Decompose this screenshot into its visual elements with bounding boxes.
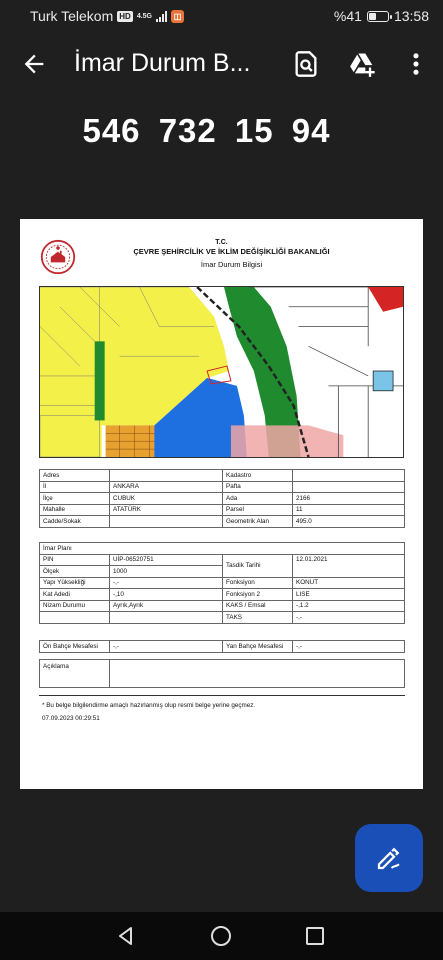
aciklama-label: Açıklama (40, 660, 110, 688)
status-right (334, 8, 429, 24)
app-bar (0, 36, 443, 92)
carrier-name: Turk Telekom (30, 8, 114, 24)
recents-square-icon[interactable] (303, 924, 327, 948)
drive-add-icon[interactable] (349, 50, 377, 78)
document-title: İmar Durum B... (74, 49, 251, 77)
document-header (20, 239, 423, 269)
ada-label: Ada (223, 493, 293, 505)
table-row (40, 481, 405, 493)
parsel-value: 11 (293, 504, 405, 516)
battery-percent: %41 (333, 8, 362, 24)
fonksiyon-label: Fonksiyon (223, 577, 293, 589)
nizam-value: Ayrık,Ayrık (110, 600, 223, 612)
kaks-label: KAKS / Emsal (223, 600, 293, 612)
kat-value: -,10 (110, 589, 223, 601)
on-bahce-label: Ön Bahçe Mesafesi (40, 641, 110, 653)
setbacks-table (39, 640, 405, 653)
table-row (40, 493, 405, 505)
taks-label: TAKS (223, 612, 293, 624)
zoning-plan-table (39, 542, 405, 624)
divider (39, 695, 405, 696)
edit-pen-icon (374, 843, 404, 873)
olcek-label: Ölçek (40, 566, 110, 578)
table-row (40, 612, 405, 624)
fonksiyon2-label: Fonksiyon 2 (223, 589, 293, 601)
table-row (40, 577, 405, 589)
back-triangle-icon[interactable] (114, 924, 138, 948)
header-subtitle: İmar Durum Bilgisi (200, 260, 263, 269)
edit-fab-button[interactable] (355, 824, 423, 892)
nizam-label: Nizam Durumu (40, 600, 110, 612)
search-document-icon[interactable] (292, 50, 320, 78)
header-tc: T.C. (215, 239, 228, 246)
phone-number-overlay: 546 732 15 94 (82, 112, 331, 149)
parsel-label: Parsel (223, 504, 293, 516)
cadde-label: Cadde/Sokak (40, 516, 110, 528)
battery-icon (367, 11, 389, 22)
clock: 13:58 (393, 8, 429, 24)
pafta-value (293, 481, 405, 493)
il-value: ANKARA (110, 481, 223, 493)
alan-value: 495.0 (293, 516, 405, 528)
cadastre-section-label: Kadastro (223, 470, 293, 482)
yan-bahce-label: Yan Bahçe Mesafesi (223, 641, 293, 653)
navigation-bar (0, 912, 443, 960)
document-page[interactable] (20, 219, 423, 789)
il-label: İl (40, 481, 110, 493)
table-row (40, 660, 405, 688)
tasdik-value: 12.01.2021 (293, 554, 405, 577)
mahalle-label: Mahalle (40, 504, 110, 516)
signal-icon (156, 11, 167, 22)
status-bar (0, 0, 443, 32)
kat-label: Kat Adedi (40, 589, 110, 601)
table-row (40, 554, 405, 566)
table-row (40, 641, 405, 653)
disclaimer-note: * Bu belge bilgilendirme amaçlı hazırlanmış olup resmi belge yerine geçmez. (42, 702, 256, 709)
cadde-value (110, 516, 223, 528)
yukseklik-value: -,- (110, 577, 223, 589)
back-arrow-icon[interactable] (20, 50, 48, 78)
plan-section-label: İmar Planı (40, 543, 405, 555)
fonksiyon-value: KONUT (293, 577, 405, 589)
mahalle-value: ATATÜRK (110, 504, 223, 516)
header-ministry: ÇEVRE ŞEHİRCİLİK VE İKLİM DEĞİŞİKLİĞİ BAKANLIĞI (133, 247, 330, 256)
yan-bahce-value: -,- (293, 641, 405, 653)
yukseklik-label: Yapı Yüksekliği (40, 577, 110, 589)
fonksiyon2-value: LISE (293, 589, 405, 601)
home-circle-icon[interactable] (209, 924, 233, 948)
more-vertical-icon[interactable] (402, 50, 430, 78)
aciklama-value (110, 660, 405, 688)
pin-value: UİP-06520751 (110, 554, 223, 566)
pafta-label: Pafta (223, 481, 293, 493)
ilce-value: CUBUK (110, 493, 223, 505)
table-row (40, 600, 405, 612)
address-section-label: Adres (40, 470, 110, 482)
ada-value: 2166 (293, 493, 405, 505)
ilce-label: İlçe (40, 493, 110, 505)
pin-label: PIN (40, 554, 110, 566)
olcek-value: 1000 (110, 566, 223, 578)
address-cadastre-table (39, 469, 405, 528)
zoning-map (39, 286, 404, 458)
taks-value: -,- (293, 612, 405, 624)
notification-app-icon: ◫ (171, 10, 184, 23)
on-bahce-value: -,- (110, 641, 223, 653)
tasdik-label: Tasdik Tarihi (223, 554, 293, 577)
table-row (40, 504, 405, 516)
status-left (30, 8, 184, 24)
alan-label: Geometrik Alan (223, 516, 293, 528)
network-type: 4.5G (136, 12, 152, 20)
kaks-value: -,1.2 (293, 600, 405, 612)
table-row (40, 543, 405, 555)
document-date: 07.09.2023 00:29:51 (42, 715, 100, 722)
table-row (40, 516, 405, 528)
table-row (40, 470, 405, 482)
remarks-table (39, 659, 405, 688)
hd-badge: HD (119, 11, 131, 21)
table-row (40, 589, 405, 601)
